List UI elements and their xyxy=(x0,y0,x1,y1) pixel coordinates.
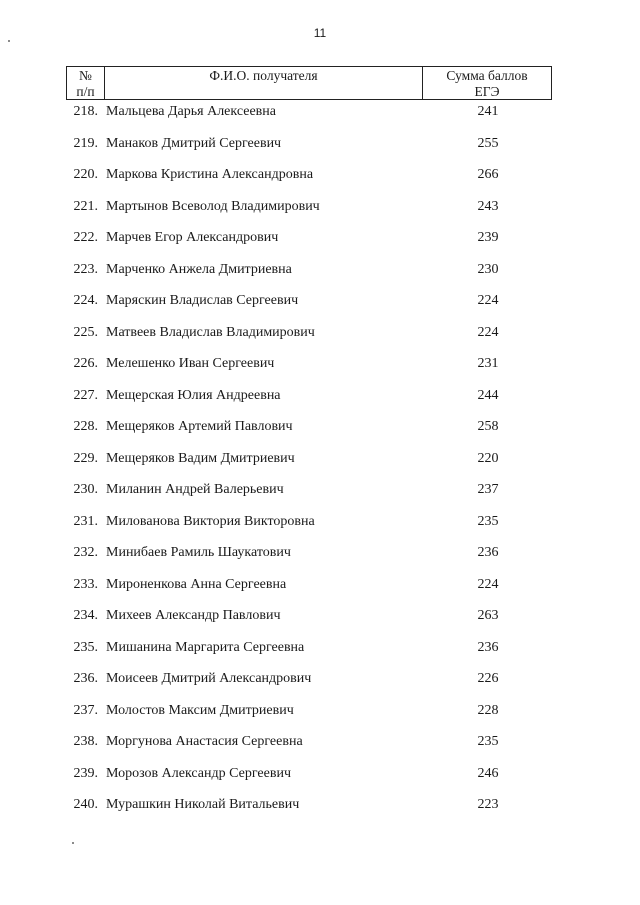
table-row xyxy=(0,731,640,753)
row-number: 220. xyxy=(73,167,98,182)
exam-score: 241 xyxy=(477,104,499,119)
exam-score: 263 xyxy=(477,608,499,623)
exam-score: 244 xyxy=(477,387,499,403)
table-row xyxy=(0,479,640,501)
row-number: 235. xyxy=(73,639,98,655)
recipient-name: Минибаев Рамиль Шаукатович xyxy=(106,545,291,560)
row-number: 230. xyxy=(73,482,98,497)
row-number: 227. xyxy=(73,387,98,403)
table-row xyxy=(0,574,640,596)
recipient-name: Моргунова Анастасия Сергеевна xyxy=(106,734,303,749)
exam-score: 220 xyxy=(477,450,499,466)
recipient-name: Моисеев Дмитрий Александрович xyxy=(106,671,312,686)
table-row xyxy=(0,511,640,533)
row-number: 219. xyxy=(73,135,98,151)
table-row xyxy=(0,290,640,312)
table-row xyxy=(0,448,640,470)
recipient-name: Мещеряков Артемий Павлович xyxy=(106,419,293,434)
table-row xyxy=(0,416,640,438)
row-number: 224. xyxy=(73,293,98,308)
header-name-label: Ф.И.О. получателя xyxy=(209,68,318,83)
page-number: 11 xyxy=(313,26,327,40)
recipient-name: Мартынов Всеволод Владимирович xyxy=(106,198,320,214)
row-number: 233. xyxy=(73,576,98,592)
exam-score: 266 xyxy=(477,167,499,182)
table-row xyxy=(0,196,640,218)
exam-score: 236 xyxy=(477,639,499,655)
exam-score: 235 xyxy=(477,513,499,529)
table-row xyxy=(0,668,640,690)
row-number: 221. xyxy=(73,198,98,214)
header-number-column xyxy=(67,67,105,99)
exam-score: 239 xyxy=(477,230,499,245)
table-row xyxy=(0,164,640,186)
header-number-abbr: п/п xyxy=(76,84,95,99)
table-row xyxy=(0,637,640,659)
row-number: 234. xyxy=(73,608,98,623)
recipient-name: Мишанина Маргарита Сергеевна xyxy=(106,639,305,655)
header-score-label-line1: Сумма баллов xyxy=(446,68,528,83)
recipient-name: Маркова Кристина Александровна xyxy=(106,167,314,182)
recipient-name: Михеев Александр Павлович xyxy=(106,608,281,623)
exam-score: 230 xyxy=(477,261,499,277)
recipient-name: Марчев Егор Александрович xyxy=(106,230,279,245)
recipient-name: Мелешенко Иван Сергеевич xyxy=(106,356,275,371)
table-row xyxy=(0,322,640,344)
recipient-name: Марченко Анжела Дмитриевна xyxy=(106,261,292,277)
exam-score: 228 xyxy=(477,702,499,718)
exam-score: 224 xyxy=(477,576,499,592)
row-number: 225. xyxy=(73,324,98,340)
row-number: 232. xyxy=(73,545,98,560)
recipient-name: Мещеряков Вадим Дмитриевич xyxy=(106,450,295,466)
header-name-column xyxy=(105,67,423,99)
recipient-name: Милованова Виктория Викторовна xyxy=(106,513,315,529)
table-row xyxy=(0,227,640,249)
exam-score: 224 xyxy=(477,324,499,340)
table-row xyxy=(0,133,640,155)
table-row xyxy=(0,101,640,123)
row-number: 226. xyxy=(73,356,98,371)
table-row xyxy=(0,763,640,785)
recipient-name: Матвеев Владислав Владимирович xyxy=(106,324,315,340)
row-number: 228. xyxy=(73,419,98,434)
table-row xyxy=(0,259,640,281)
row-number: 240. xyxy=(73,797,98,812)
scan-speck xyxy=(72,842,74,844)
table-row xyxy=(0,794,640,816)
header-number-symbol: № xyxy=(79,68,92,83)
header-score-column xyxy=(423,67,551,99)
row-number: 238. xyxy=(73,734,98,749)
recipient-name: Миланин Андрей Валерьевич xyxy=(106,482,284,497)
recipient-name: Мальцева Дарья Алексеевна xyxy=(106,104,276,119)
exam-score: 223 xyxy=(477,797,499,812)
table-row xyxy=(0,385,640,407)
recipient-name: Мироненкова Анна Сергеевна xyxy=(106,576,287,592)
scan-speck xyxy=(8,40,10,42)
row-number: 239. xyxy=(73,765,98,781)
row-number: 229. xyxy=(73,450,98,466)
exam-score: 255 xyxy=(477,135,499,151)
recipient-name: Мурашкин Николай Витальевич xyxy=(106,797,300,812)
exam-score: 243 xyxy=(477,198,499,214)
row-number: 231. xyxy=(73,513,98,529)
recipient-name: Манаков Дмитрий Сергеевич xyxy=(106,135,282,151)
row-number: 222. xyxy=(73,230,98,245)
exam-score: 231 xyxy=(477,356,499,371)
table-header xyxy=(66,66,552,100)
table-row xyxy=(0,700,640,722)
row-number: 237. xyxy=(73,702,98,718)
header-score-label-line2: ЕГЭ xyxy=(474,84,500,99)
row-number: 223. xyxy=(73,261,98,277)
table-row xyxy=(0,542,640,564)
recipient-name: Молостов Максим Дмитриевич xyxy=(106,702,294,718)
table-row xyxy=(0,353,640,375)
exam-score: 258 xyxy=(477,419,499,434)
row-number: 236. xyxy=(73,671,98,686)
exam-score: 246 xyxy=(477,765,499,781)
exam-score: 226 xyxy=(477,671,499,686)
row-number: 218. xyxy=(73,104,98,119)
exam-score: 237 xyxy=(477,482,499,497)
exam-score: 224 xyxy=(477,293,499,308)
table-row xyxy=(0,605,640,627)
exam-score: 235 xyxy=(477,734,499,749)
recipient-name: Маряскин Владислав Сергеевич xyxy=(106,293,299,308)
exam-score: 236 xyxy=(477,545,499,560)
recipient-name: Морозов Александр Сергеевич xyxy=(106,765,291,781)
recipient-name: Мещерская Юлия Андреевна xyxy=(106,387,281,403)
